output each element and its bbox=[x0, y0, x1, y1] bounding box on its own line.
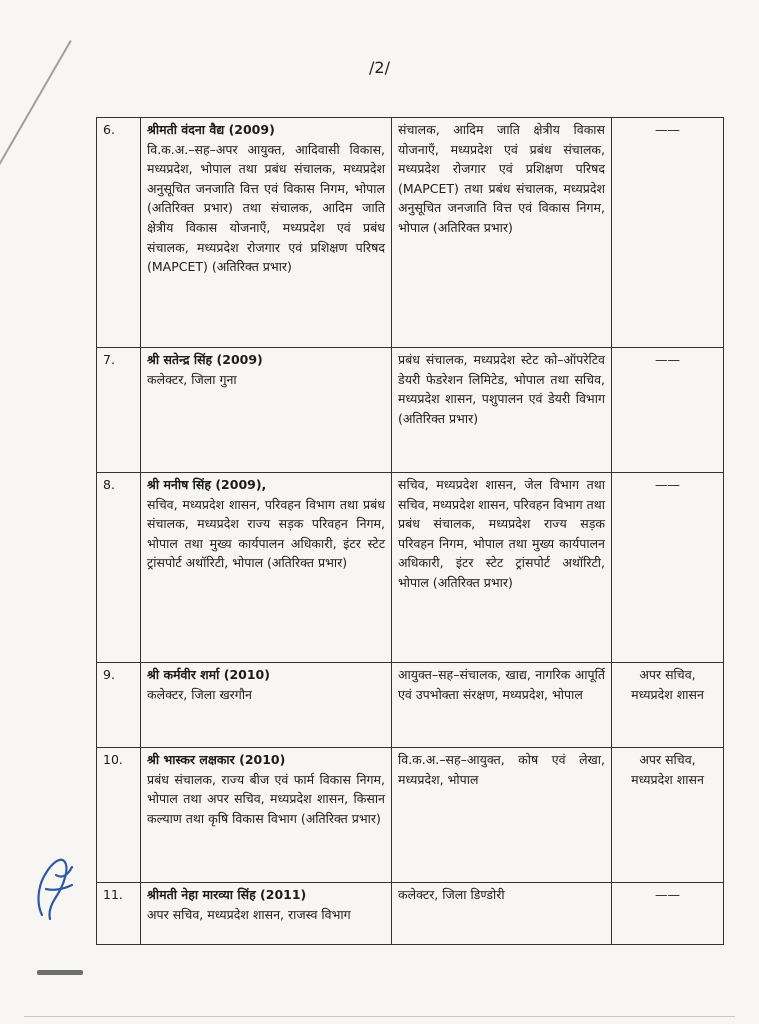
table-row bbox=[97, 348, 724, 473]
remarks: —— bbox=[612, 118, 724, 348]
officer-name: श्री कर्मवीर शर्मा (2010) bbox=[147, 667, 270, 682]
table-row bbox=[97, 748, 724, 883]
remarks: —— bbox=[612, 348, 724, 473]
officer-name: श्रीमती वंदना वैद्य (2009) bbox=[147, 122, 275, 137]
new-posting: सचिव, मध्यप्रदेश शासन, जेल विभाग तथा सचिव, मध्यप्रदेश शासन, परिवहन विभाग तथा प्रबंध संचालक, मध्यप्रदेश राज्य सड़क परिवहन निगम, भोपाल तथा मुख्य कार्यपालन अधिकारी, इंटर स्टेट ट्रांसपोर्ट अथॉरिटी, भोपाल (अतिरिक्त प्रभार) bbox=[392, 473, 612, 663]
handwritten-signature-icon bbox=[34, 845, 78, 925]
officer-name: श्रीमती नेहा मारव्या सिंह (2011) bbox=[147, 887, 307, 902]
serial-number: 6. bbox=[97, 118, 141, 348]
serial-number: 8. bbox=[97, 473, 141, 663]
new-posting: कलेक्टर, जिला डिण्डोरी bbox=[392, 883, 612, 945]
remarks: अपर सचिव, मध्यप्रदेश शासन bbox=[612, 748, 724, 883]
current-posting: प्रबंध संचालक, राज्य बीज एवं फार्म विकास निगम, भोपाल तथा अपर सचिव, मध्यप्रदेश शासन, किसान कल्याण तथा कृषि विकास विभाग (अतिरिक्त प्रभार) bbox=[147, 771, 385, 826]
officer-cell bbox=[141, 348, 392, 473]
officer-cell bbox=[141, 883, 392, 945]
current-posting: अपर सचिव, मध्यप्रदेश शासन, राजस्व विभाग bbox=[147, 906, 351, 922]
current-posting: कलेक्टर, जिला खरगौन bbox=[147, 686, 252, 702]
serial-number: 10. bbox=[97, 748, 141, 883]
new-posting: आयुक्त–सह–संचालक, खाद्य, नागरिक आपूर्ति एवं उपभोक्ता संरक्षण, मध्यप्रदेश, भोपाल bbox=[392, 663, 612, 748]
current-posting: सचिव, मध्यप्रदेश शासन, परिवहन विभाग तथा प्रबंध संचालक, मध्यप्रदेश राज्य सड़क परिवहन निगम, भोपाल तथा मुख्य कार्यपालन अधिकारी, इंटर स्टेट ट्रांसपोर्ट अथॉरिटी, भोपाल (अतिरिक्त प्रभार) bbox=[147, 496, 385, 571]
new-posting: वि.क.अ.–सह–आयुक्त, कोष एवं लेखा, मध्यप्रदेश, भोपाल bbox=[392, 748, 612, 883]
transfer-order-table bbox=[96, 117, 724, 945]
officer-cell bbox=[141, 118, 392, 348]
page-number: /2/ bbox=[369, 58, 390, 77]
officer-cell bbox=[141, 748, 392, 883]
officer-name: श्री भास्कर लक्षकार (2010) bbox=[147, 752, 286, 767]
serial-number: 7. bbox=[97, 348, 141, 473]
officer-cell bbox=[141, 473, 392, 663]
current-posting: वि.क.अ.–सह–अपर आयुक्त, आदिवासी विकास, मध्यप्रदेश, भोपाल तथा प्रबंध संचालक, मध्यप्रदेश अनुसूचित जनजाति वित्त एवं विकास निगम, भोपाल (अतिरिक्त प्रभार) तथा संचालक, आदिम जाति क्षेत्रीय विकास योजनाएँ, मध्यप्रदेश एवं प्रबंध संचालक, मध्यप्रदेश रोजगार एवं प्रशिक्षण परिषद (MAPCET) (अतिरिक्त प्रभार) bbox=[147, 141, 385, 275]
table-row bbox=[97, 118, 724, 348]
table-row bbox=[97, 473, 724, 663]
footer-bar bbox=[37, 970, 83, 975]
new-posting: प्रबंध संचालक, मध्यप्रदेश स्टेट को–ऑपरेटिव डेयरी फेडरेशन लिमिटेड, भोपाल तथा सचिव, मध्यप्रदेश शासन, पशुपालन एवं डेयरी विभाग (अतिरिक्त प्रभार) bbox=[392, 348, 612, 473]
serial-number: 9. bbox=[97, 663, 141, 748]
new-posting: संचालक, आदिम जाति क्षेत्रीय विकास योजनाएँ, मध्यप्रदेश एवं प्रबंध संचालक, मध्यप्रदेश रोजगार एवं प्रशिक्षण परिषद (MAPCET) तथा प्रबंध संचालक, मध्यप्रदेश अनुसूचित जनजाति वित्त एवं विकास निगम, भोपाल (अतिरिक्त प्रभार) bbox=[392, 118, 612, 348]
remarks: —— bbox=[612, 473, 724, 663]
officer-cell bbox=[141, 663, 392, 748]
remarks: —— bbox=[612, 883, 724, 945]
table-row bbox=[97, 883, 724, 945]
serial-number: 11. bbox=[97, 883, 141, 945]
table-row bbox=[97, 663, 724, 748]
current-posting: कलेक्टर, जिला गुना bbox=[147, 371, 237, 387]
remarks: अपर सचिव, मध्यप्रदेश शासन bbox=[612, 663, 724, 748]
officer-name: श्री सतेन्द्र सिंह (2009) bbox=[147, 352, 263, 367]
page-bottom-edge bbox=[24, 1016, 735, 1017]
officer-name: श्री मनीष सिंह (2009), bbox=[147, 477, 267, 492]
